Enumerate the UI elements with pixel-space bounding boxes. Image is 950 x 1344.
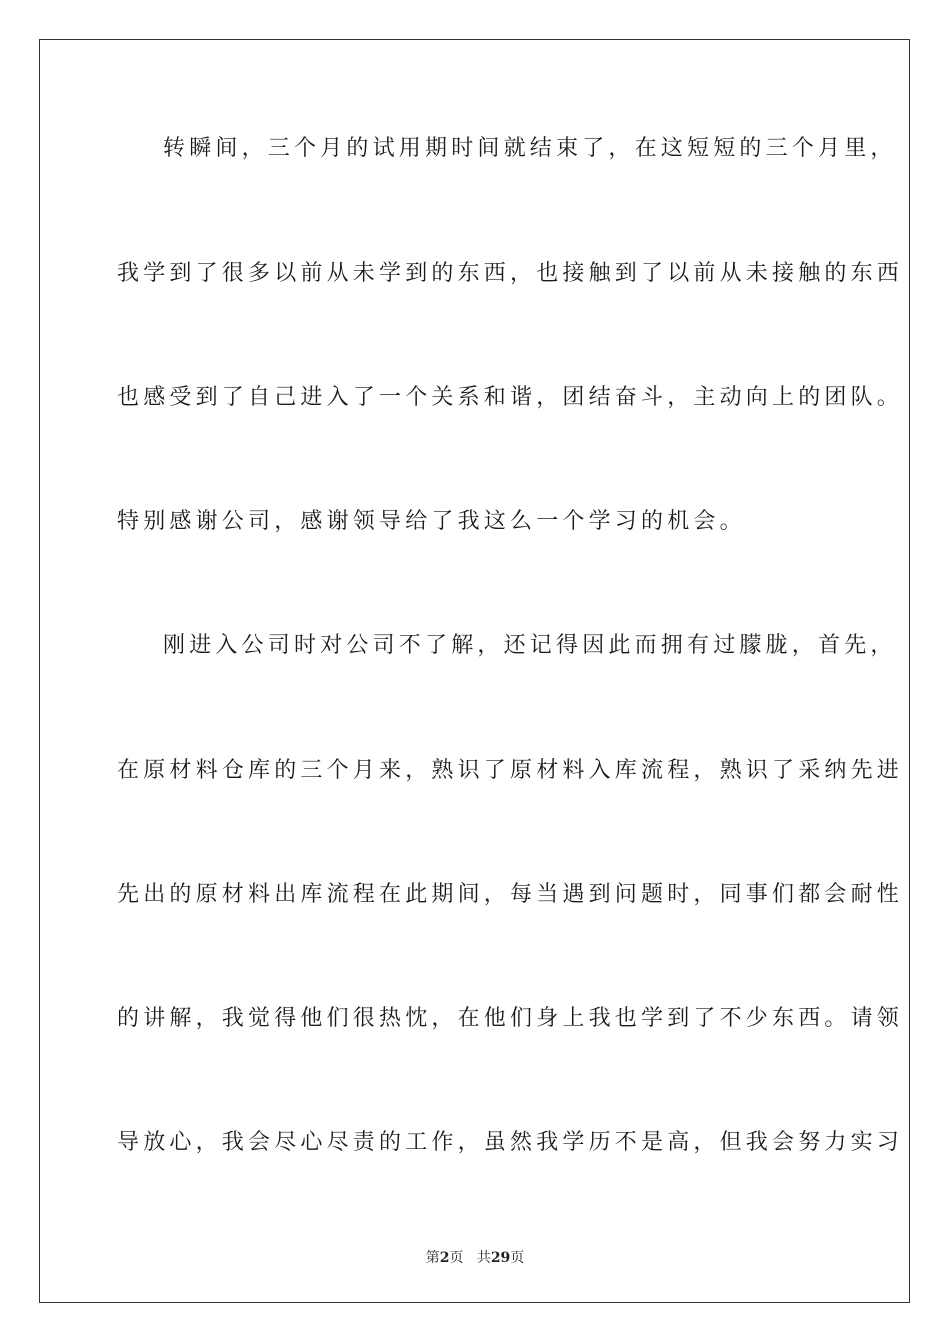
footer-page-suffix: 页 xyxy=(449,1250,464,1266)
footer-current-page: 2 xyxy=(439,1250,450,1266)
body-line-8: 的讲解，我觉得他们很热忱，在他们身上我也学到了不少东西。请领 xyxy=(117,1006,904,1031)
body-line-3: 也感受到了自己进入了一个关系和谐，团结奋斗，主动向上的团队。 xyxy=(117,385,904,410)
footer-total-prefix: 共 xyxy=(476,1250,491,1266)
body-line-5: 刚进入公司时对公司不了解，还记得因此而拥有过朦胧，首先， xyxy=(163,633,897,658)
page-border xyxy=(39,39,910,1303)
body-line-1: 转瞬间，三个月的试用期时间就结束了，在这短短的三个月里， xyxy=(163,136,897,161)
body-line-9: 导放心，我会尽心尽责的工作，虽然我学历不是高，但我会努力实习 xyxy=(117,1130,904,1155)
body-line-4: 特别感谢公司，感谢领导给了我这么一个学习的机会。 xyxy=(117,509,746,534)
body-line-7: 先出的原材料出库流程在此期间，每当遇到问题时，同事们都会耐性 xyxy=(117,882,904,907)
page-footer xyxy=(0,1247,950,1267)
footer-page-prefix: 第 xyxy=(425,1250,440,1266)
body-line-2: 我学到了很多以前从未学到的东西，也接触到了以前从未接触的东西 xyxy=(117,261,904,286)
footer-total-pages: 29 xyxy=(490,1250,511,1266)
footer-total-suffix: 页 xyxy=(510,1250,525,1266)
body-line-6: 在原材料仓库的三个月来，熟识了原材料入库流程，熟识了采纳先进 xyxy=(117,758,904,783)
